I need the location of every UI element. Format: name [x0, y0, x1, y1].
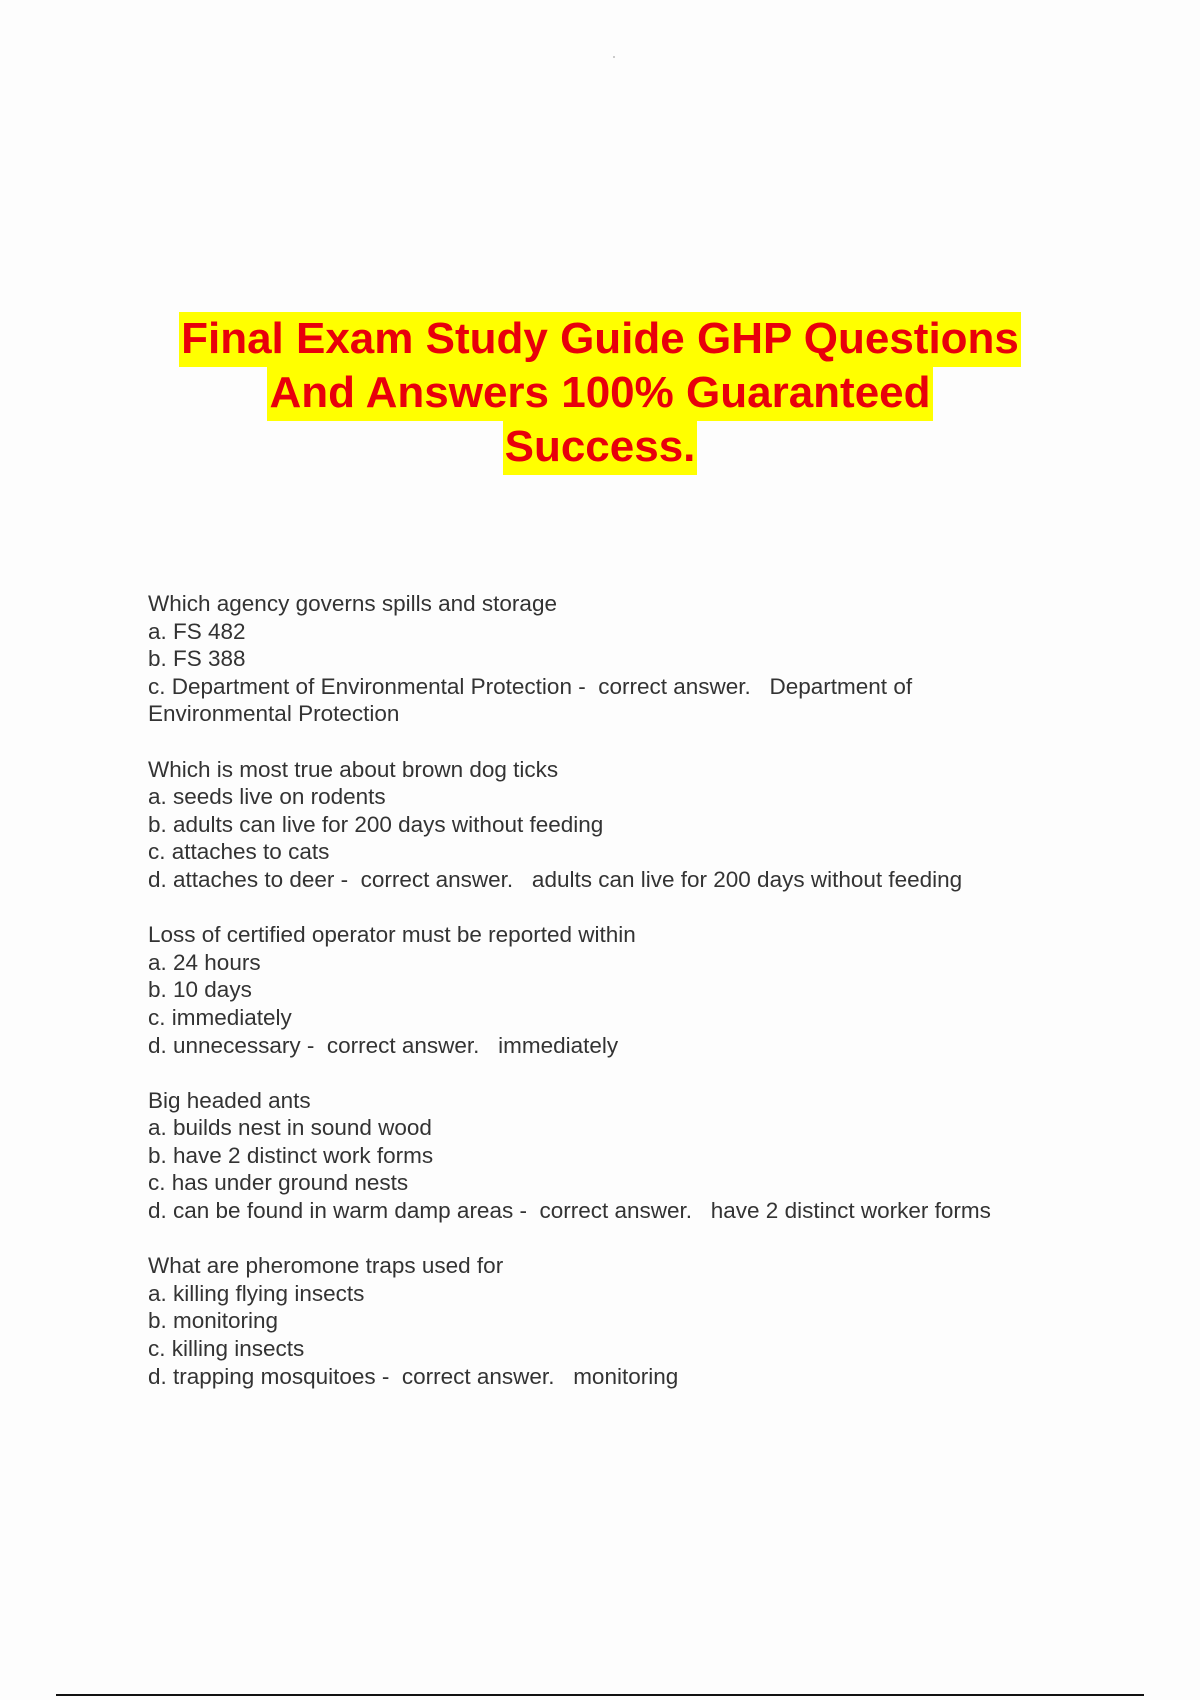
answer-option: b. 10 days — [148, 977, 252, 1003]
title-line-text: Success. — [503, 420, 698, 475]
answer-option: b. monitoring — [148, 1308, 279, 1334]
answer-option: c. killing insects — [148, 1336, 305, 1362]
answer-option: a. 24 hours — [148, 949, 261, 975]
answer-option: b. FS 388 — [148, 646, 246, 672]
document-title — [0, 312, 1200, 474]
answer-option: d. unnecessary - correct answer. immediately — [148, 1032, 619, 1058]
title-line — [0, 312, 1200, 366]
answer-option: d. can be found in warm damp areas - correct answer. have 2 distinct worker forms — [148, 1198, 991, 1224]
answer-option: c. attaches to cats — [148, 839, 330, 865]
title-line-text: Final Exam Study Guide GHP Questions — [179, 312, 1021, 367]
title-line — [0, 366, 1200, 420]
question-text: Loss of certified operator must be reported within — [148, 922, 636, 948]
answer-option: a. seeds live on rodents — [148, 784, 386, 810]
question-text: What are pheromone traps used for — [148, 1253, 504, 1279]
question-item — [148, 590, 1078, 728]
answer-option: c. has under ground nests — [148, 1170, 409, 1196]
title-line — [0, 420, 1200, 474]
answer-option: d. attaches to deer - correct answer. adults can live for 200 days without feeding — [148, 866, 963, 892]
question-item — [148, 756, 1078, 894]
question-text: Big headed ants — [148, 1087, 311, 1113]
answer-option: c. immediately — [148, 1004, 292, 1030]
questions-list — [148, 590, 1078, 1418]
question-text: Which agency governs spills and storage — [148, 591, 557, 616]
bottom-divider — [56, 1694, 1144, 1696]
question-item — [148, 921, 1078, 1059]
answer-option: a. killing flying insects — [148, 1280, 365, 1306]
answer-option: Environmental Protection — [148, 701, 400, 727]
question-item — [148, 1087, 1078, 1225]
answer-option: a. FS 482 — [148, 618, 246, 644]
title-line-text: And Answers 100% Guaranteed — [267, 366, 932, 421]
question-text: Which is most true about brown dog ticks — [148, 756, 559, 782]
answer-option: c. Department of Environmental Protection - correct answer. Department of — [148, 673, 913, 699]
answer-option: d. trapping mosquitoes - correct answer. monitoring — [148, 1363, 679, 1389]
answer-option: b. have 2 distinct work forms — [148, 1142, 434, 1168]
answer-option: a. builds nest in sound wood — [148, 1115, 432, 1141]
question-item — [148, 1252, 1078, 1390]
answer-option: b. adults can live for 200 days without feeding — [148, 811, 604, 837]
scan-speck — [613, 56, 615, 58]
